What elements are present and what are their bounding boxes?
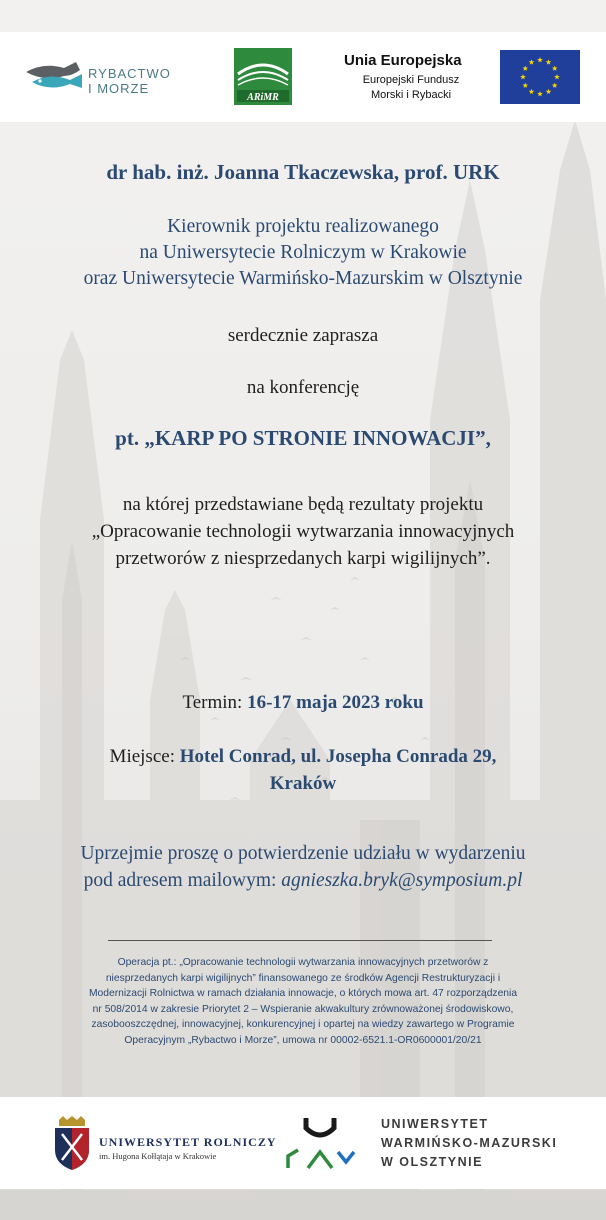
- funding-note: [20, 955, 586, 1049]
- results-line-2: „Opracowanie technologii wytwarzania innowacyjnych: [91, 521, 515, 542]
- uwm-name: [381, 1115, 557, 1172]
- host-name: dr hab. inż. Joanna Tkaczewska, prof. URK: [106, 160, 500, 184]
- place-city: Kraków: [269, 773, 337, 794]
- uwm-logo-icon: [284, 1112, 356, 1172]
- role-line-1: Kierownik projektu realizowanego: [167, 216, 439, 237]
- separator-line: [108, 940, 492, 941]
- rybactwo-fish-logo-icon: [24, 58, 86, 94]
- funding-note-line-4: nr 508/2014 w zakresie Priorytet 2 – Wspieranie akwakultury zrównoważonej środowiskowo,: [92, 1003, 514, 1015]
- conference-title: pt. „KARP PO STRONIE INNOWACJI”,: [115, 426, 491, 450]
- results-line-1: na której przedstawiane będą rezultaty projektu: [122, 494, 484, 515]
- arimr-logo-text: ARiMR: [247, 92, 279, 103]
- ur-crest-icon: [53, 1116, 91, 1170]
- funding-note-line-5: zasobooszczędnej, innowacyjnej, konkurencyjnej i opartej na wiedzy zawartego w Programie: [91, 1019, 515, 1031]
- ur-subtitle: im. Hugona Kołłątaja w Krakowie: [99, 1151, 217, 1161]
- date-label: Termin:: [182, 692, 248, 713]
- rsvp-line-2: [0, 870, 606, 892]
- eu-flag-icon: [500, 50, 580, 104]
- eu-subtitle-line-1: Europejski Fundusz: [362, 74, 460, 86]
- uwm-name-line-1: UNIWERSYTET: [381, 1117, 489, 1131]
- uwm-name-line-3: W OLSZTYNIE: [381, 1155, 483, 1169]
- uwm-name-line-2: WARMIŃSKO-MAZURSKI: [381, 1136, 558, 1150]
- results-line-3: przetworów z niesprzedanych karpi wigilijnych”.: [115, 548, 491, 569]
- to-conference-text: na konferencję: [246, 377, 360, 398]
- funding-note-line-2: niesprzedanych karpi wigilijnych” finansowanego ze środków Agencji Restrukturyzacji i: [105, 972, 501, 984]
- funding-note-line-1: Operacja pt.: „Opracowanie technologii wytwarzania innowacyjnych przetworów z: [117, 957, 489, 968]
- place-value: Hotel Conrad, ul. Josepha Conrada 29,: [179, 746, 497, 767]
- funding-note-line-6: Operacyjnym „Rybactwo i Morze”, umowa nr 00002-6521.1-OR0600001/20/21: [124, 1034, 482, 1046]
- eu-subtitle: [336, 73, 486, 103]
- rybactwo-logo-line-1: RYBACTWO: [88, 66, 171, 81]
- date-line: [0, 692, 606, 714]
- eu-subtitle-line-2: Morski i Rybacki: [370, 89, 452, 101]
- role-line-3: oraz Uniwersytecie Warmińsko-Mazurskim w Olsztynie: [83, 268, 523, 289]
- ur-name: UNIWERSYTET ROLNICZY: [99, 1135, 277, 1149]
- funding-note-line-3: Modernizacji Rolnictwa w ramach działania innowacje, o których mowa art. 47 rozporządzenia: [88, 988, 518, 1000]
- place-line: [0, 746, 606, 768]
- role-line-2: na Uniwersytecie Rolniczym w Krakowie: [139, 242, 467, 263]
- rybactwo-logo-text: [88, 66, 171, 96]
- rybactwo-logo-line-2: I MORZE: [88, 81, 150, 96]
- place-label: Miejsce:: [109, 746, 180, 767]
- date-value: 16-17 maja 2023 roku: [247, 692, 424, 713]
- rsvp-line-1: Uprzejmie proszę o potwierdzenie udziału w wydarzeniu: [80, 843, 526, 864]
- eu-title: Unia Europejska: [344, 52, 462, 69]
- invites-text: serdecznie zaprasza: [227, 325, 379, 346]
- rsvp-email-link[interactable]: agnieszka.bryk@symposium.pl: [281, 870, 523, 891]
- arimr-logo-icon: [234, 48, 292, 105]
- rsvp-line-2-text: pod adresem mailowym:: [83, 870, 282, 891]
